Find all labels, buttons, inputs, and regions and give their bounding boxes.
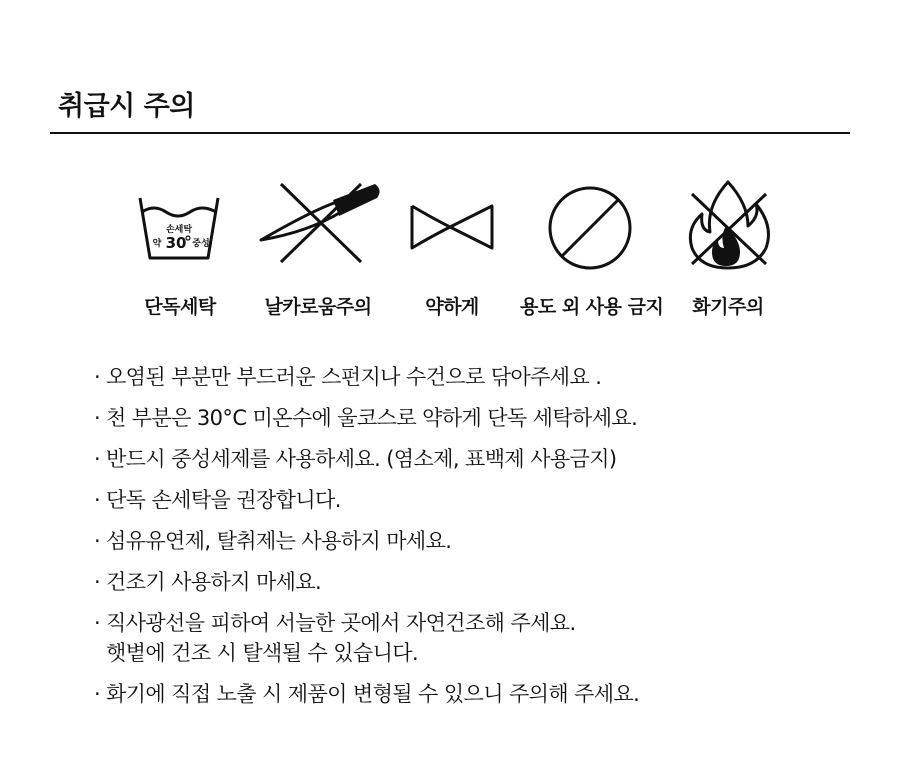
note-text-continued: 햇볕에 건조 시 탈색될 수 있습니다. bbox=[106, 641, 419, 665]
care-label: 단독세탁 bbox=[144, 296, 216, 318]
note-text: 건조기 사용하지 마세요. bbox=[106, 570, 322, 594]
hand-wash-suffix: 중성 bbox=[192, 239, 210, 249]
bullet: · bbox=[94, 365, 101, 389]
note-text: 오염된 부분만 부드러운 스펀지나 수건으로 닦아주세요 . bbox=[106, 365, 602, 389]
care-label: 약하게 bbox=[425, 296, 479, 318]
list-item bbox=[94, 679, 639, 709]
care-item-hand-wash bbox=[110, 170, 250, 319]
no-fire-icon bbox=[678, 170, 778, 270]
hand-wash-30-icon bbox=[130, 170, 230, 270]
care-item-sharp bbox=[248, 170, 388, 319]
care-label: 날카로움주의 bbox=[264, 296, 372, 318]
bullet: · bbox=[94, 406, 101, 430]
bullet: · bbox=[94, 611, 101, 635]
bullet: · bbox=[94, 488, 101, 512]
prohibited-icon bbox=[540, 170, 640, 270]
care-label: 화기주의 bbox=[692, 296, 764, 318]
care-item-wring bbox=[382, 170, 522, 319]
hand-wash-temperature: 30 bbox=[165, 234, 187, 252]
page-title: 취급시 주의 bbox=[58, 91, 195, 122]
bullet: · bbox=[94, 682, 101, 706]
care-icons-row bbox=[0, 170, 900, 320]
list-item bbox=[94, 403, 639, 433]
list-item bbox=[94, 608, 639, 668]
no-sharp-object-icon bbox=[253, 170, 383, 270]
bullet: · bbox=[94, 447, 101, 471]
note-text: 섬유유연제, 탈취제는 사용하지 마세요. bbox=[106, 529, 452, 553]
hand-wash-prefix: 약 bbox=[152, 239, 162, 249]
note-text: 화기에 직접 노출 시 제품이 변형될 수 있으니 주의해 주세요. bbox=[106, 682, 640, 706]
list-item bbox=[94, 567, 639, 597]
list-item bbox=[94, 362, 639, 392]
note-text: 천 부분은 30°C 미온수에 울코스로 약하게 단독 세탁하세요. bbox=[106, 406, 638, 430]
note-text: 반드시 중성세제를 사용하세요. (염소제, 표백제 사용금지) bbox=[106, 447, 617, 471]
care-instructions-list bbox=[94, 362, 639, 720]
list-item bbox=[94, 526, 639, 556]
bullet: · bbox=[94, 570, 101, 594]
note-text: 직사광선을 피하여 서늘한 곳에서 자연건조해 주세요. bbox=[106, 611, 576, 635]
title-divider bbox=[50, 132, 850, 134]
care-item-fire bbox=[658, 170, 798, 319]
hand-wash-text: 손세탁 bbox=[165, 225, 193, 235]
care-label: 용도 외 사용 금지 bbox=[520, 296, 664, 318]
care-item-prohibited bbox=[520, 170, 664, 319]
bullet: · bbox=[94, 529, 101, 553]
no-wring-icon bbox=[402, 170, 502, 270]
note-text: 단독 손세탁을 권장합니다. bbox=[106, 488, 341, 512]
list-item bbox=[94, 444, 639, 474]
list-item bbox=[94, 485, 639, 515]
degree-icon bbox=[186, 236, 190, 240]
